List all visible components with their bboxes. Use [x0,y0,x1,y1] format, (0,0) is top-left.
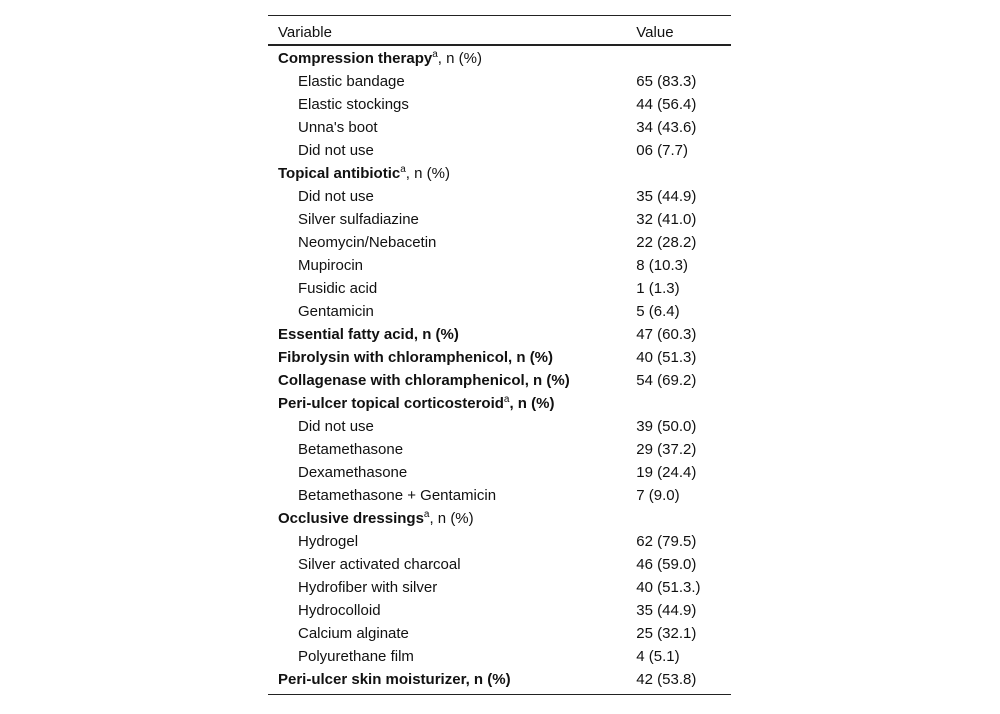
variable-label: Hydrocolloid [298,602,381,619]
variable-label: Fusidic acid [298,280,378,297]
variable-cell [268,323,636,346]
variable-cell [268,392,636,415]
table-row-sub [268,231,731,254]
variable-cell [268,93,636,116]
value-cell [636,45,731,70]
variable-cell [268,139,636,162]
variable-cell [268,45,636,70]
variable-label: Elastic bandage [298,73,405,90]
value-cell: 19 (24.4) [636,464,697,481]
table-row-category [268,668,731,695]
variable-label: Mupirocin [298,257,364,274]
footnote-marker: a [503,394,510,405]
variable-label: Did not use [298,188,374,205]
footnote-marker: a [432,49,438,60]
variable-label: Silver activated charcoal [298,556,461,573]
footnote-marker: a [400,164,406,175]
value-cell: 65 (83.3) [636,73,697,90]
value-cell: 54 (69.2) [636,372,697,389]
variable-cell [268,70,636,93]
table-row-category [268,392,731,415]
variable-cell [268,599,636,622]
variable-cell [268,300,636,323]
value-cell: 32 (41.0) [636,211,697,228]
table-row-sub [268,208,731,231]
variable-cell [268,461,636,484]
variable-label: Did not use [298,142,374,159]
variable-cell [268,116,636,139]
category-unit: , n (%) [405,165,450,182]
table-row-category [268,346,731,369]
table-row-sub [268,553,731,576]
table-row-sub [268,93,731,116]
value-cell: 5 (6.4) [636,303,680,320]
variable-label: Calcium alginate [298,625,409,642]
value-cell: 29 (37.2) [636,441,697,458]
value-cell: 42 (53.8) [636,668,731,695]
variable-label: Neomycin/Nebacetin [298,234,437,251]
variable-cell [268,576,636,599]
table-row-sub [268,70,731,93]
category-label: Compression therapy [278,50,433,67]
variable-cell [268,231,636,254]
value-cell: 47 (60.3) [636,326,697,343]
variable-cell [268,162,636,185]
variable-cell [268,185,636,208]
value-cell [636,162,731,185]
category-unit: , n (%) [509,395,555,412]
category-label: Peri-ulcer topical corticosteroid [278,395,504,412]
variable-cell [268,254,636,277]
variable-label: Polyurethane film [298,648,414,665]
value-cell: 06 (7.7) [636,142,688,159]
header-row [268,16,731,46]
category-label: Essential fatty acid, n (%) [278,326,459,343]
variable-label: Silver sulfadiazine [298,211,419,228]
variable-cell [268,645,636,668]
variable-label: Elastic stockings [298,96,409,113]
table-row-sub [268,599,731,622]
value-cell [636,392,731,415]
table-row-sub [268,438,731,461]
category-label: Occlusive dressings [278,510,424,527]
table-row-sub [268,415,731,438]
variable-cell [268,507,636,530]
variable-cell [268,346,636,369]
value-cell: 40 (51.3.) [636,579,701,596]
value-cell: 35 (44.9) [636,602,697,619]
value-cell: 4 (5.1) [636,648,680,665]
table-row-sub [268,645,731,668]
variable-label: Did not use [298,418,374,435]
header-value: Value [636,16,731,46]
variable-cell [268,277,636,300]
category-label: Peri-ulcer skin moisturizer, n (%) [278,671,511,688]
variable-label: Betamethasone + Gentamicin [298,487,497,504]
category-unit: , n (%) [429,510,474,527]
table-row-category [268,369,731,392]
variable-label: Hydrofiber with silver [298,579,438,596]
value-cell: 62 (79.5) [636,533,697,550]
variable-label: Dexamethasone [298,464,408,481]
table-row-sub [268,461,731,484]
variable-cell [268,668,636,695]
table-row-sub [268,277,731,300]
variable-cell [268,622,636,645]
value-cell: 44 (56.4) [636,96,697,113]
table-row-sub [268,622,731,645]
table-row-sub [268,484,731,507]
table-row-category [268,162,731,185]
variable-label: Unna's boot [298,119,378,136]
header-variable: Variable [268,16,636,46]
variable-cell [268,369,636,392]
table-row-sub [268,139,731,162]
value-cell: 7 (9.0) [636,487,680,504]
variable-label: Gentamicin [298,303,374,320]
table-row-sub [268,254,731,277]
value-cell: 1 (1.3) [636,280,680,297]
variable-cell [268,415,636,438]
table-body [268,45,731,695]
category-label: Topical antibiotic [278,165,401,182]
value-cell: 35 (44.9) [636,188,697,205]
value-cell: 40 (51.3) [636,349,697,366]
value-cell: 34 (43.6) [636,119,697,136]
value-cell: 39 (50.0) [636,418,697,435]
footnote-marker: a [423,509,430,520]
table-row-category [268,45,731,70]
variable-cell [268,438,636,461]
variable-label: Betamethasone [298,441,404,458]
value-cell: 8 (10.3) [636,257,688,274]
table-row-category [268,323,731,346]
category-unit: , n (%) [437,50,482,67]
table-row-sub [268,300,731,323]
value-cell: 46 (59.0) [636,556,697,573]
table-row-sub [268,185,731,208]
table-header [268,16,731,46]
data-table-container [268,15,731,695]
table-row-sub [268,116,731,139]
variable-label: Hydrogel [298,533,359,550]
value-cell: 22 (28.2) [636,234,697,251]
variable-cell [268,484,636,507]
variable-cell [268,553,636,576]
variable-cell [268,530,636,553]
variable-cell [268,208,636,231]
table-row-sub [268,530,731,553]
value-cell: 25 (32.1) [636,625,697,642]
table-row-sub [268,576,731,599]
category-label: Collagenase with chloramphenicol, n (%) [278,372,570,389]
table-row-category [268,507,731,530]
category-label: Fibrolysin with chloramphenicol, n (%) [278,349,554,366]
value-cell [636,507,731,530]
treatment-table [268,15,731,695]
